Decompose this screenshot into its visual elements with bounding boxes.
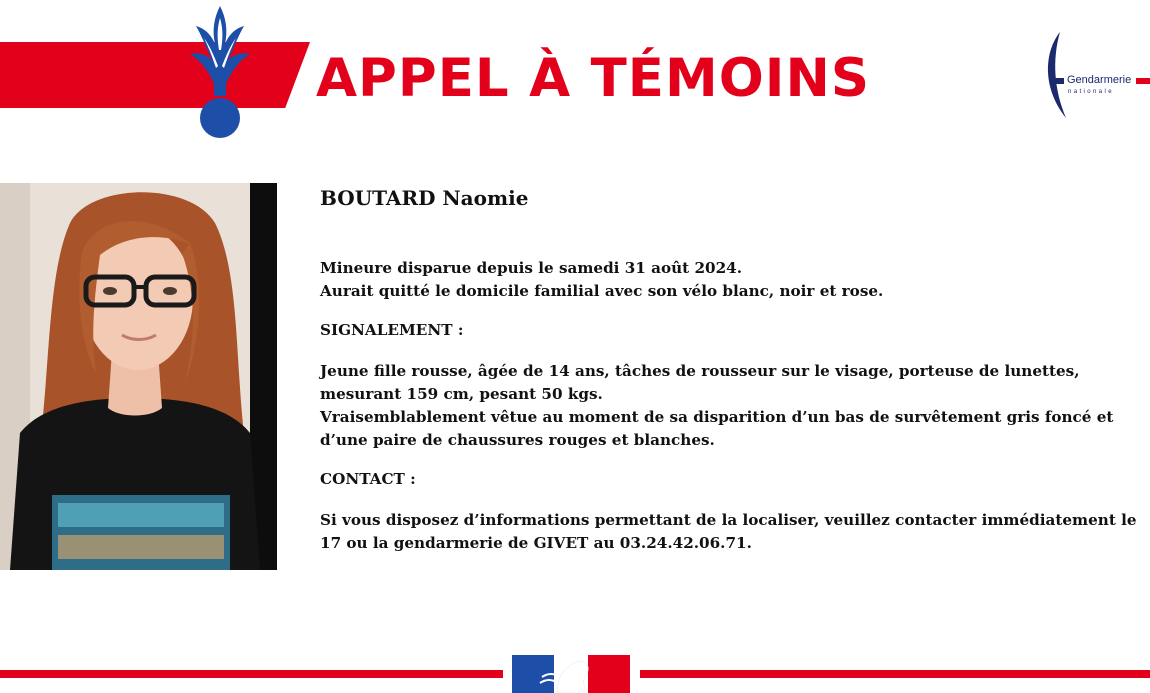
notice-text: [320, 184, 1137, 555]
person-name: BOUTARD Naomie: [320, 186, 529, 210]
signalement-line: mesurant 159 cm, pesant 50 kgs.: [320, 385, 603, 403]
intro-line: Mineure disparue depuis le samedi 31 août 2024.: [320, 259, 743, 277]
contact-line: 17 ou la gendarmerie de GIVET au 03.24.42.06.71.: [320, 534, 752, 552]
contact-heading: CONTACT :: [320, 470, 416, 488]
gendarmerie-logo-name: Gendarmerie: [1067, 74, 1132, 86]
signalement-line: d’une paire de chaussures rouges et blanches.: [320, 431, 715, 449]
signalement-heading: SIGNALEMENT :: [320, 321, 464, 339]
intro-line: Aurait quitté le domicile familial avec son vélo blanc, noir et rose.: [320, 282, 884, 300]
marianne-logo-icon: [512, 655, 630, 693]
signalement-line: Vraisemblablement vêtue au moment de sa disparition d’un bas de survêtement gris foncé et: [320, 408, 1114, 426]
signalement-line: Jeune fille rousse, âgée de 14 ans, tâches de rousseur sur le visage, porteuse de lunettes,: [320, 362, 1080, 380]
header-red-band: [0, 42, 310, 108]
intro-paragraph: [320, 257, 1120, 303]
contact-line: Si vous disposez d’informations permettant de la localiser, veuillez contacter immédiatement le: [320, 511, 1137, 529]
signalement-paragraph: [320, 360, 1120, 452]
footer-red-line-left: [0, 670, 503, 678]
flaming-grenade-icon: [184, 4, 256, 140]
contact-paragraph: [320, 509, 1137, 555]
footer-red-line-right: [640, 670, 1150, 678]
page-title: APPEL À TÉMOINS: [316, 48, 871, 109]
gendarmerie-logo-subtitle: nationale: [1068, 89, 1114, 95]
portrait-photo: [0, 183, 277, 570]
